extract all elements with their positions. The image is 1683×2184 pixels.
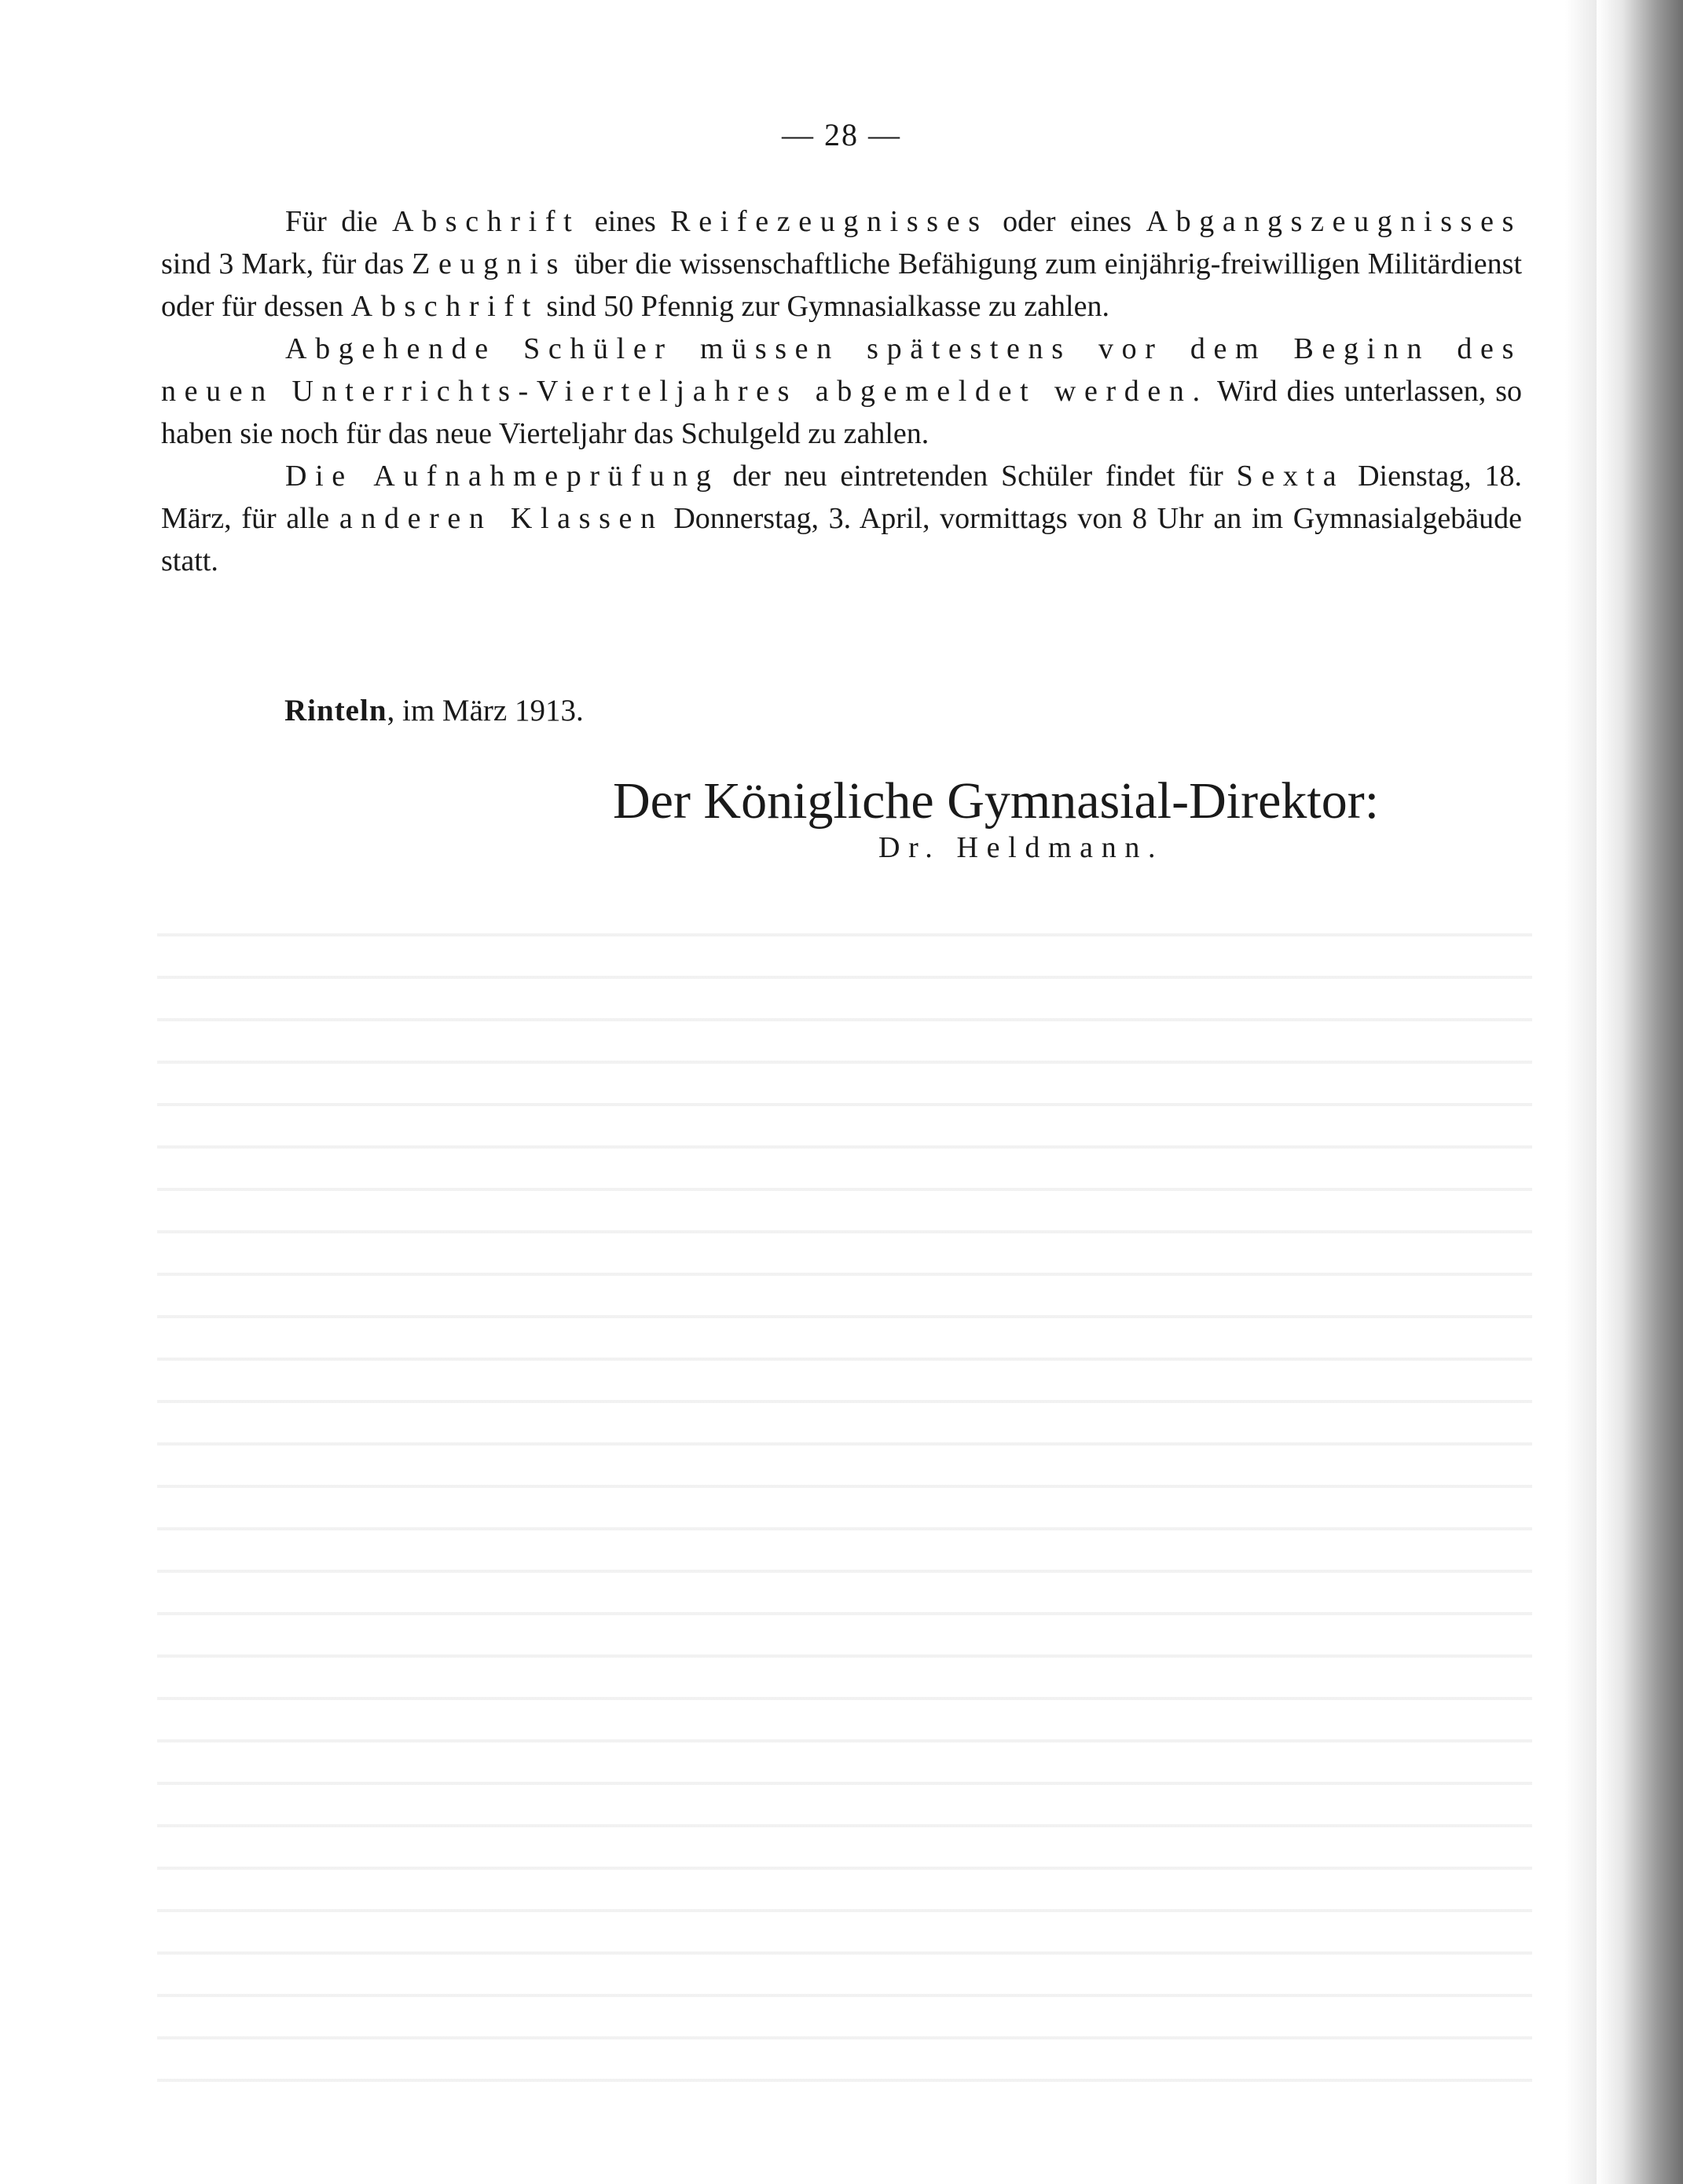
body-text — [161, 200, 1522, 582]
emphasis-abschrift-2: Abschrift — [350, 290, 539, 323]
emphasis-abschrift: Abschrift — [392, 205, 581, 238]
place-date — [284, 690, 584, 732]
paragraph-deregistration — [161, 328, 1522, 455]
emphasis-abgangszeugnis: Abgangszeugnisses — [1146, 205, 1522, 238]
text-run: über die wissenschaftliche Befähigung zum einjährig-freiwilligen Militärdienst oder für dessen — [161, 247, 1522, 323]
bleed-through-text — [157, 903, 1532, 2082]
signature-title: Der Königliche Gymnasial-Direktor: — [613, 772, 1380, 830]
text-run: sind 50 Pfennig zur Gymnasialkasse zu zahlen. — [538, 290, 1109, 323]
place-name: Rinteln — [284, 694, 387, 727]
signature-name: Dr. Heldmann. — [878, 831, 1164, 864]
text-run: eines — [580, 205, 671, 238]
emphasis-abgehende-schueler: Abgehende Schüler müssen spätestens vor dem Beginn des neuen Unterrichts-Vierteljahres abgemeldet werden. — [161, 332, 1522, 408]
paragraph-entrance-exam — [161, 455, 1522, 582]
text-run: Für die — [285, 205, 393, 238]
text-run: sind 3 Mark, für das — [161, 247, 412, 280]
emphasis-reifezeugnis: Reifezeugnisses — [670, 205, 988, 238]
emphasis-zeugnis: Zeugnis — [412, 247, 567, 280]
paragraph-fees — [161, 200, 1522, 328]
emphasis-anderen-klassen: anderen Klassen — [339, 502, 664, 535]
text-run: der neu eintretenden Schüler findet für — [719, 460, 1237, 493]
date: , im März 1913. — [387, 694, 584, 727]
text-run: Donnerstag, 3. April, vormittags von 8 Uhr an im Gymnasialgebäude statt. — [161, 502, 1522, 577]
text-run: Wird dies unterlassen, so haben sie noch für das neue Vierteljahr das Schulgeld zu zahlen. — [161, 375, 1522, 450]
page-shadow — [1565, 0, 1597, 2184]
page-edge — [1597, 0, 1683, 2184]
text-run: oder eines — [988, 205, 1146, 238]
emphasis-sexta: Sexta — [1236, 460, 1345, 493]
emphasis-aufnahmepruefung: Aufnahmeprüfung — [373, 460, 720, 493]
text-run: Dienstag, 18. März, für alle — [161, 460, 1523, 535]
page-number: — 28 — — [782, 117, 901, 152]
emphasis-die: Die — [285, 460, 374, 493]
